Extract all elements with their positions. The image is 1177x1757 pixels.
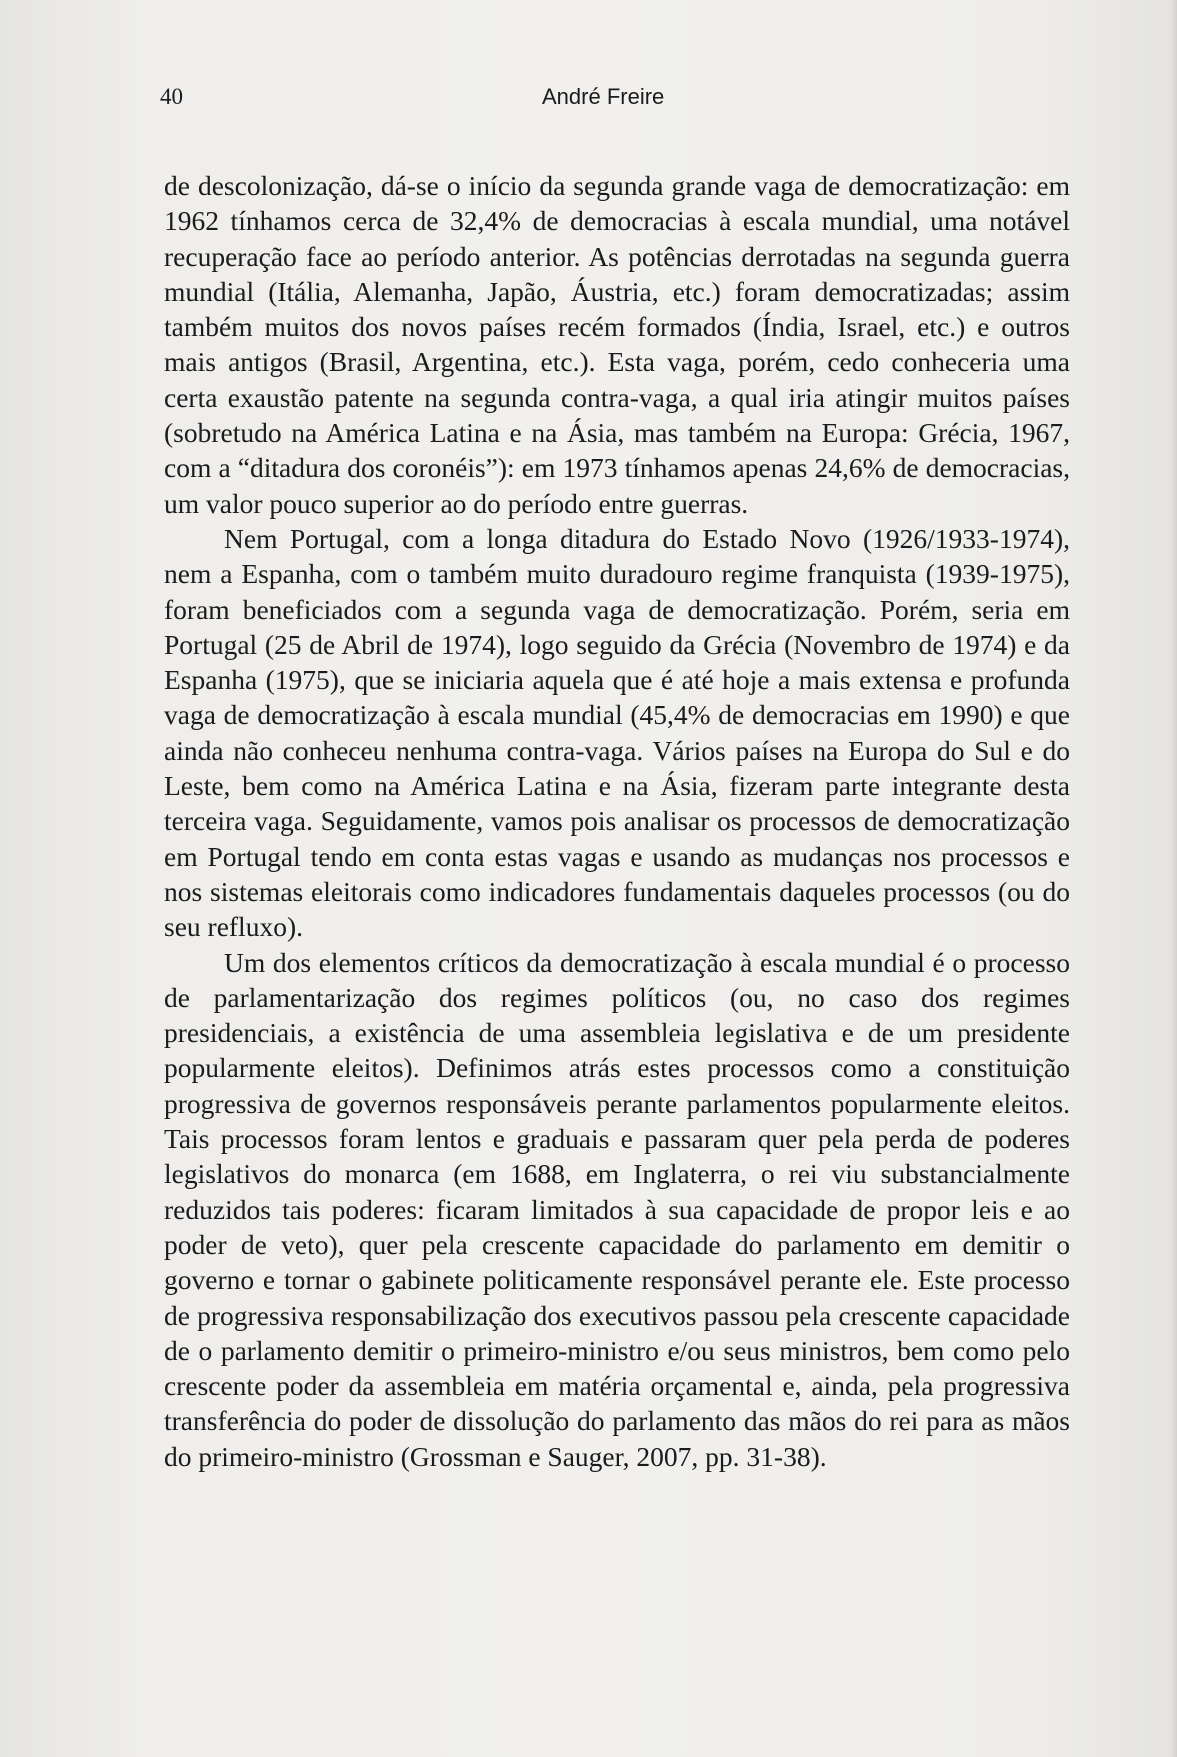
paragraph-3: Um dos elementos críticos da democratização à escala mundial é o processo de parlamentarização dos regimes políticos (ou, no caso dos regimes presidenciais, a existência de uma assembleia legislativa e de um presidente popularmente eleitos). Definimos atrás estes processos como a constituição progressiva de governos responsáveis perante parlamentos popularmente eleitos. Tais processos foram lentos e graduais e passaram quer pela perda de poderes legislativos do monarca (em 1688, em Inglaterra, o rei viu substancialmente reduzidos tais poderes: ficaram limitados à sua capacidade de propor leis e ao poder de veto), quer pela crescente capacidade do parlamento em demitir o governo e tornar o gabinete politicamente responsável perante ele. Este processo de progressiva responsabilização dos executivos passou pela crescente capacidade de o parlamento demitir o primeiro-ministro e/ou seus ministros, bem como pelo crescente poder da assembleia em matéria orçamental e, ainda, pela progressiva transferência do poder de dissolução do parlamento das mãos do rei para as mãos do primeiro-ministro (Grossman e Sauger, 2007, pp. 31-38). (164, 946, 1070, 1472)
page-number: 40 (160, 84, 183, 109)
paragraph-2: Nem Portugal, com a longa ditadura do Estado Novo (1926/1933-1974), nem a Espanha, com o também muito duradouro regime franquista (1939-1975), foram beneficiados com a segunda vaga de democratização. Porém, seria em Portugal (25 de Abril de 1974), logo seguido da Grécia (Novembro de 1974) e da Espanha (1975), que se iniciaria aquela que é até hoje a mais extensa e profunda vaga de democratização à escala mundial (45,4% de democracias em 1990) e que ainda não conheceu nenhuma contra-vaga. Vários países na Europa do Sul e do Leste, bem como na América Latina e na Ásia, fizeram parte integrante desta terceira vaga. Seguidamente, vamos pois analisar os processos de democratização em Portugal tendo em conta estas vagas e usando as mudanças nos processos e nos sistemas eleitorais como indicadores fundamentais daqueles processos (ou do seu refluxo). (164, 522, 1070, 943)
body-text (164, 168, 1070, 1474)
page-edge-shadow (1171, 0, 1177, 1757)
running-title: André Freire (542, 84, 665, 109)
paragraph-1: de descolonização, dá-se o início da segunda grande vaga de democratização: em 1962 tínhamos cerca de 32,4% de democracias à escala mundial, uma notável recuperação face ao período anterior. As potências derrotadas na segunda guerra mundial (Itália, Alemanha, Japão, Áustria, etc.) foram democratizadas; assim também muitos dos novos países recém formados (Índia, Israel, etc.) e outros mais antigos (Brasil, Argentina, etc.). Esta vaga, porém, cedo conheceria uma certa exaustão patente na segunda contra-vaga, a qual iria atingir muitos países (sobretudo na América Latina e na Ásia, mas também na Europa: Grécia, 1967, com a “ditadura dos coronéis”): em 1973 tínhamos apenas 24,6% de democracias, um valor pouco superior ao do período entre guerras. (164, 170, 1070, 519)
running-head (160, 84, 1060, 114)
